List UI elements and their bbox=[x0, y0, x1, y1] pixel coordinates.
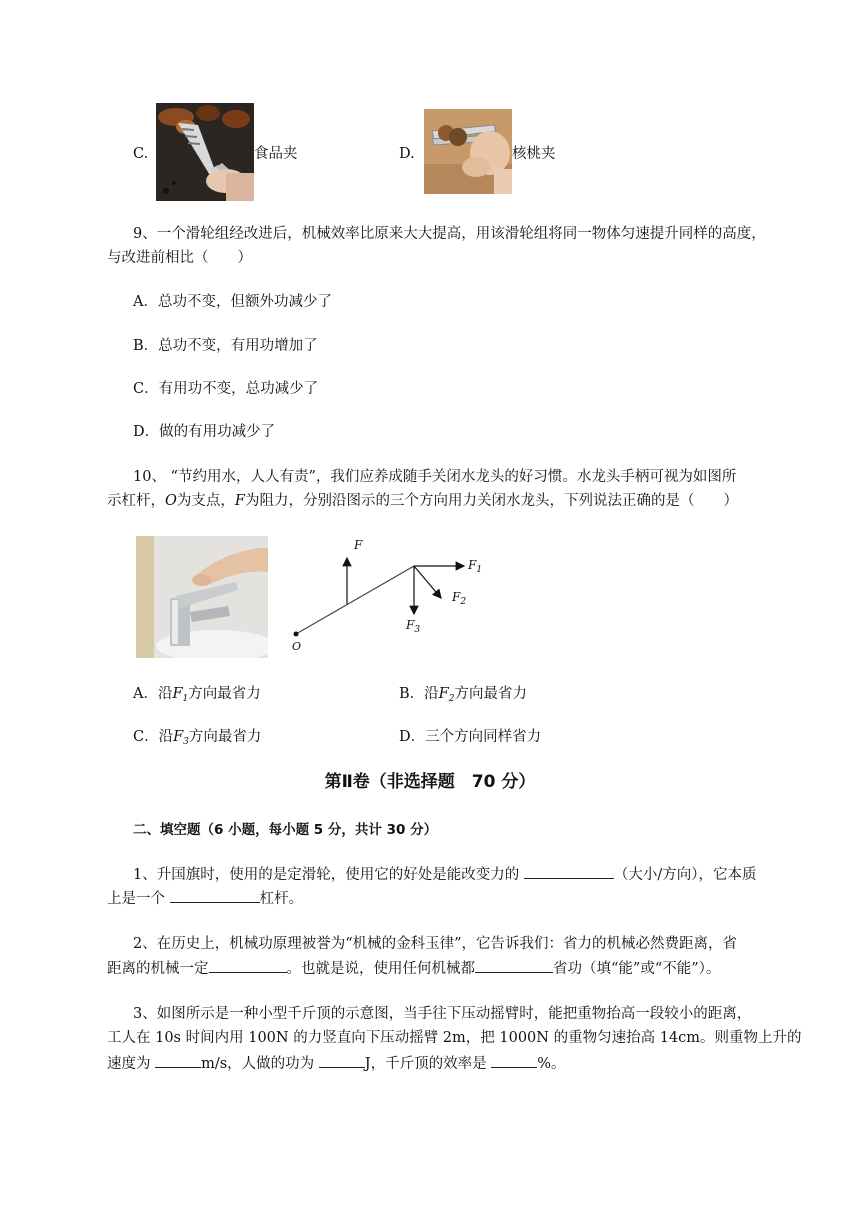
lever-force-diagram bbox=[284, 536, 494, 656]
faucet-photo bbox=[136, 536, 268, 658]
q9-stem-line2: 与改进前相比（ ） bbox=[107, 250, 252, 266]
nutcracker-photo bbox=[424, 109, 512, 194]
diagram-label-F2: $F_2$ bbox=[452, 590, 467, 607]
fill3-line3: 速度为 m/s，人做的功为 J，千斤顶的效率是 %。 bbox=[107, 1053, 566, 1074]
q8-option-c-label: 食品夹 bbox=[254, 146, 298, 162]
fill3-blank-3[interactable] bbox=[491, 1053, 537, 1068]
fill2-line1: 2、在历史上，机械功原理被誉为“机械的金科玉律”，它告诉我们：省力的机械必然费距离，省 bbox=[133, 936, 738, 952]
q8-option-d-letter: D. bbox=[399, 146, 415, 162]
q10-stem-line2: 示杠杆，O为支点，F为阻力，分别沿图示的三个方向用力关闭水龙头，下列说法正确的是（ ） bbox=[107, 493, 738, 509]
fill2-blank-2[interactable] bbox=[475, 958, 553, 973]
q10-option-c: C．沿$F_3$方向最省力 bbox=[133, 729, 262, 747]
q9-option-d: D．做的有用功减少了 bbox=[133, 424, 276, 440]
q10-option-d: D．三个方向同样省力 bbox=[399, 729, 542, 745]
part2-title: 第Ⅱ卷（非选择题 70 分） bbox=[324, 772, 536, 792]
diagram-label-F3: $F_3$ bbox=[406, 618, 421, 635]
q9-option-a: A．总功不变，但额外功减少了 bbox=[133, 294, 332, 310]
q9-stem-line1: 9、一个滑轮组经改进后，机械效率比原来大大提高，用该滑轮组将同一物体匀速提升同样的高度， bbox=[133, 226, 766, 242]
fill3-blank-1[interactable] bbox=[155, 1053, 201, 1068]
q9-option-b: B．总功不变，有用功增加了 bbox=[133, 338, 318, 354]
q8-option-c-letter: C. bbox=[133, 146, 149, 162]
diagram-label-O: O bbox=[292, 640, 302, 653]
q8-option-d-label: 核桃夹 bbox=[512, 146, 556, 162]
diagram-label-F: F bbox=[354, 538, 363, 552]
fill3-line2: 工人在 10s 时间内用 100N 的力竖直向下压动摇臂 2m，把 1000N 的重物匀速抬高 14cm。则重物上升的 bbox=[107, 1030, 802, 1046]
food-tongs-photo bbox=[156, 103, 254, 201]
fill1-line2: 上是一个 杠杆。 bbox=[107, 888, 303, 909]
fill3-line1: 3、如图所示是一种小型千斤顶的示意图，当手往下压动摇臂时，能把重物抬高一段较小的距离， bbox=[133, 1006, 752, 1022]
fill1-blank-2[interactable] bbox=[170, 888, 260, 903]
q10-option-a: A．沿$F_1$方向最省力 bbox=[133, 686, 261, 704]
q10-option-b: B．沿$F_2$方向最省力 bbox=[399, 686, 527, 704]
q9-option-c: C．有用功不变，总功减少了 bbox=[133, 381, 319, 397]
section-fill-in-heading: 二、填空题（6 小题，每小题 5 分，共计 30 分） bbox=[133, 822, 438, 838]
fill2-line2: 距离的机械一定 。也就是说，使用任何机械都 省功（填“能”或“不能”）。 bbox=[107, 958, 720, 979]
fill3-blank-2[interactable] bbox=[319, 1053, 365, 1068]
q10-stem-line1: 10、 “节约用水，人人有责”，我们应养成随手关闭水龙头的好习惯。水龙头手柄可视为如图所 bbox=[133, 469, 737, 485]
diagram-label-F1: $F_1$ bbox=[468, 558, 483, 575]
fill1-line1: 1、升国旗时，使用的是定滑轮，使用它的好处是能改变力的 （大小/方向），它本质 bbox=[133, 864, 756, 885]
fill2-blank-1[interactable] bbox=[209, 958, 287, 973]
fill1-blank-1[interactable] bbox=[524, 864, 614, 879]
